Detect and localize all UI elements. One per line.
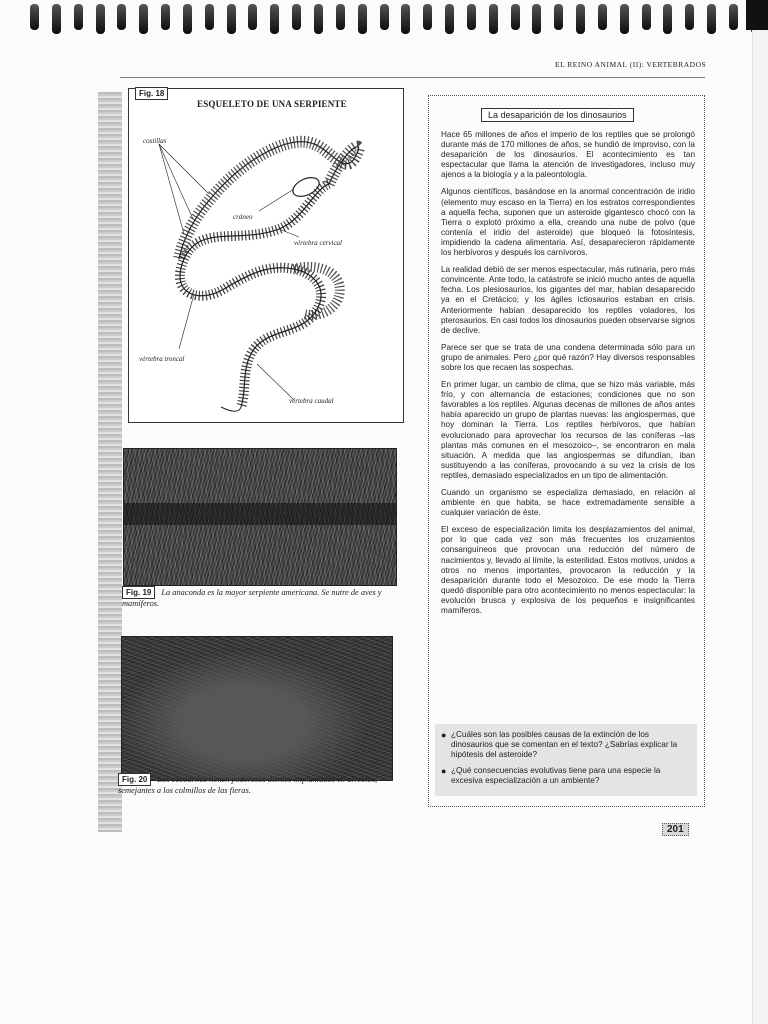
question-item	[441, 730, 691, 760]
paragraph: El exceso de especialización limita los desplazamientos del animal, por lo que cada vez son más frecuentes los cruzamientos consanguíneos que provocan una reducción del número de nacimientos y, llevado al límite, la esterilidad. Estos motivos, unidos a otros no menos importantes, provocaron la reducción y la desaparición durante todo el Mesozoico. De ese modo la Tierra quedó disponible para otro acontecimiento no menos espectacular: la evolución brusca y explosiva de los pequeños e insignificantes mamíferos.	[441, 525, 695, 616]
caption-text: Los cocodrilos tienen poderosos dientes implantados en alveolos, semejantes a los colmillos de las fieras.	[118, 775, 378, 795]
question-item	[441, 766, 691, 786]
spiral-binding	[30, 0, 760, 42]
paragraph: Algunos científicos, basándose en la anormal concentración de iridio (elemento muy escaso en la Tierra) en los estratos correspondientes a aquella fecha, suponen que un asteroide gigantesco chocó con la Tierra o explotó próximo a ella, creando una nube de polvo (que contenía el iridio del asteroide) que bloqueó la fotosíntesis, impidiendo la cadena alimentaria. Así, desaparecieron rápidamente los herbívoros y después los carnívoros.	[441, 187, 695, 258]
label-vertebra-cervical: vértebra cervical	[294, 239, 343, 247]
question-text: ¿Qué consecuencias evolutivas tiene para una especie la excesiva especialización a un ambiente?	[451, 766, 661, 785]
crocodile-photo	[121, 636, 393, 781]
page-edge	[752, 0, 768, 1024]
figure-title: ESQUELETO DE UNA SERPIENTE	[197, 99, 347, 109]
figure-20-caption	[118, 773, 403, 796]
caption-text: La anaconda es la mayor serpiente americana. Se nutre de aves y mamíferos.	[122, 588, 382, 608]
label-vertebra-troncal: vértebra troncal	[139, 355, 185, 363]
figure-label: Fig. 19	[122, 586, 155, 599]
article-title: La desaparición de los dinosaurios	[481, 108, 634, 122]
figure-label: Fig. 20	[118, 773, 151, 786]
header-rule	[120, 77, 705, 78]
bullet-icon: ●	[441, 730, 447, 740]
article-box	[428, 95, 705, 807]
paragraph: La realidad debió de ser menos espectacular, más rutinaria, pero más convincente. Ante todo, la catástrofe se inició mucho antes de aquella fecha. Los plesiosaurios, los gigantes del mar, habían desaparecido ya en el Cretácico; y los ágiles ictiosaurios estaban en crisis. Anteriormente habían desaparecido los reptiles voladores, los pterosaurios. En casi todos los dinosaurios pueden observarse signos de declive.	[441, 265, 695, 335]
questions-box	[435, 724, 697, 796]
label-vertebra-caudal: vértebra caudal	[289, 397, 334, 405]
page-corner-shadow	[746, 0, 768, 30]
scan-binding-shadow	[98, 92, 122, 832]
paragraph: Cuando un organismo se especializa demasiado, en relación al ambiente en que habita, se hace extremadamente sensible a cualquier variación de éste.	[441, 488, 695, 518]
figure-19-caption	[122, 586, 404, 609]
label-craneo: cráneo	[233, 213, 253, 221]
figure-label: Fig. 18	[135, 87, 168, 100]
paragraph: En primer lugar, un cambio de clima, que se hizo más variable, más frío, y con alternancia de estaciones; condiciones que no son favorables a los reptiles. Algunas decenas de millones de años antes había aparecido un grupo de plantas nuevas: las angiospermas, que hoy dominan la Tierra. Los reptiles herbívoros, que habían evolucionado para aprovechar los recursos de las coníferas –las plantas más comunes en el mesozoico–, se encontraron en mala situación. A medida que las angiospermas se difundían, iban sustituyendo a las coníferas, provocando a su vez la crisis de los reptiles, demasiado especializados en un tipo de alimentación.	[441, 380, 695, 480]
paragraph: Hace 65 millones de años el imperio de los reptiles que se prolongó durante más de 170 millones de años, se hundió de improviso, con la desaparición de los dinosaurios. El acontecimiento es tan espectacular que llama la atención de investigadores, incluso muy ajenos a la biología y a la paleontología.	[441, 130, 695, 180]
paragraph: Parece ser que se trata de una condena determinada sólo para un grupo de animales. Pero ¿por qué razón? Hay diversos responsables sobre los que recaen las sospechas.	[441, 342, 695, 372]
question-text: ¿Cuáles son las posibles causas de la extinción de los dinosaurios que se comentan en el texto? ¿Sabrías explicar la hipótesis del asteroide?	[451, 730, 678, 759]
running-head: EL REINO ANIMAL (II): VERTEBRADOS	[555, 60, 707, 69]
figure-snake-skeleton	[128, 88, 404, 423]
anaconda-photo	[123, 448, 397, 586]
snake-skeleton-illustration	[129, 89, 405, 424]
article-body	[441, 130, 695, 623]
label-costillas: costillas	[143, 137, 167, 145]
bullet-icon: ●	[441, 766, 447, 776]
page-number: 201	[662, 823, 689, 836]
